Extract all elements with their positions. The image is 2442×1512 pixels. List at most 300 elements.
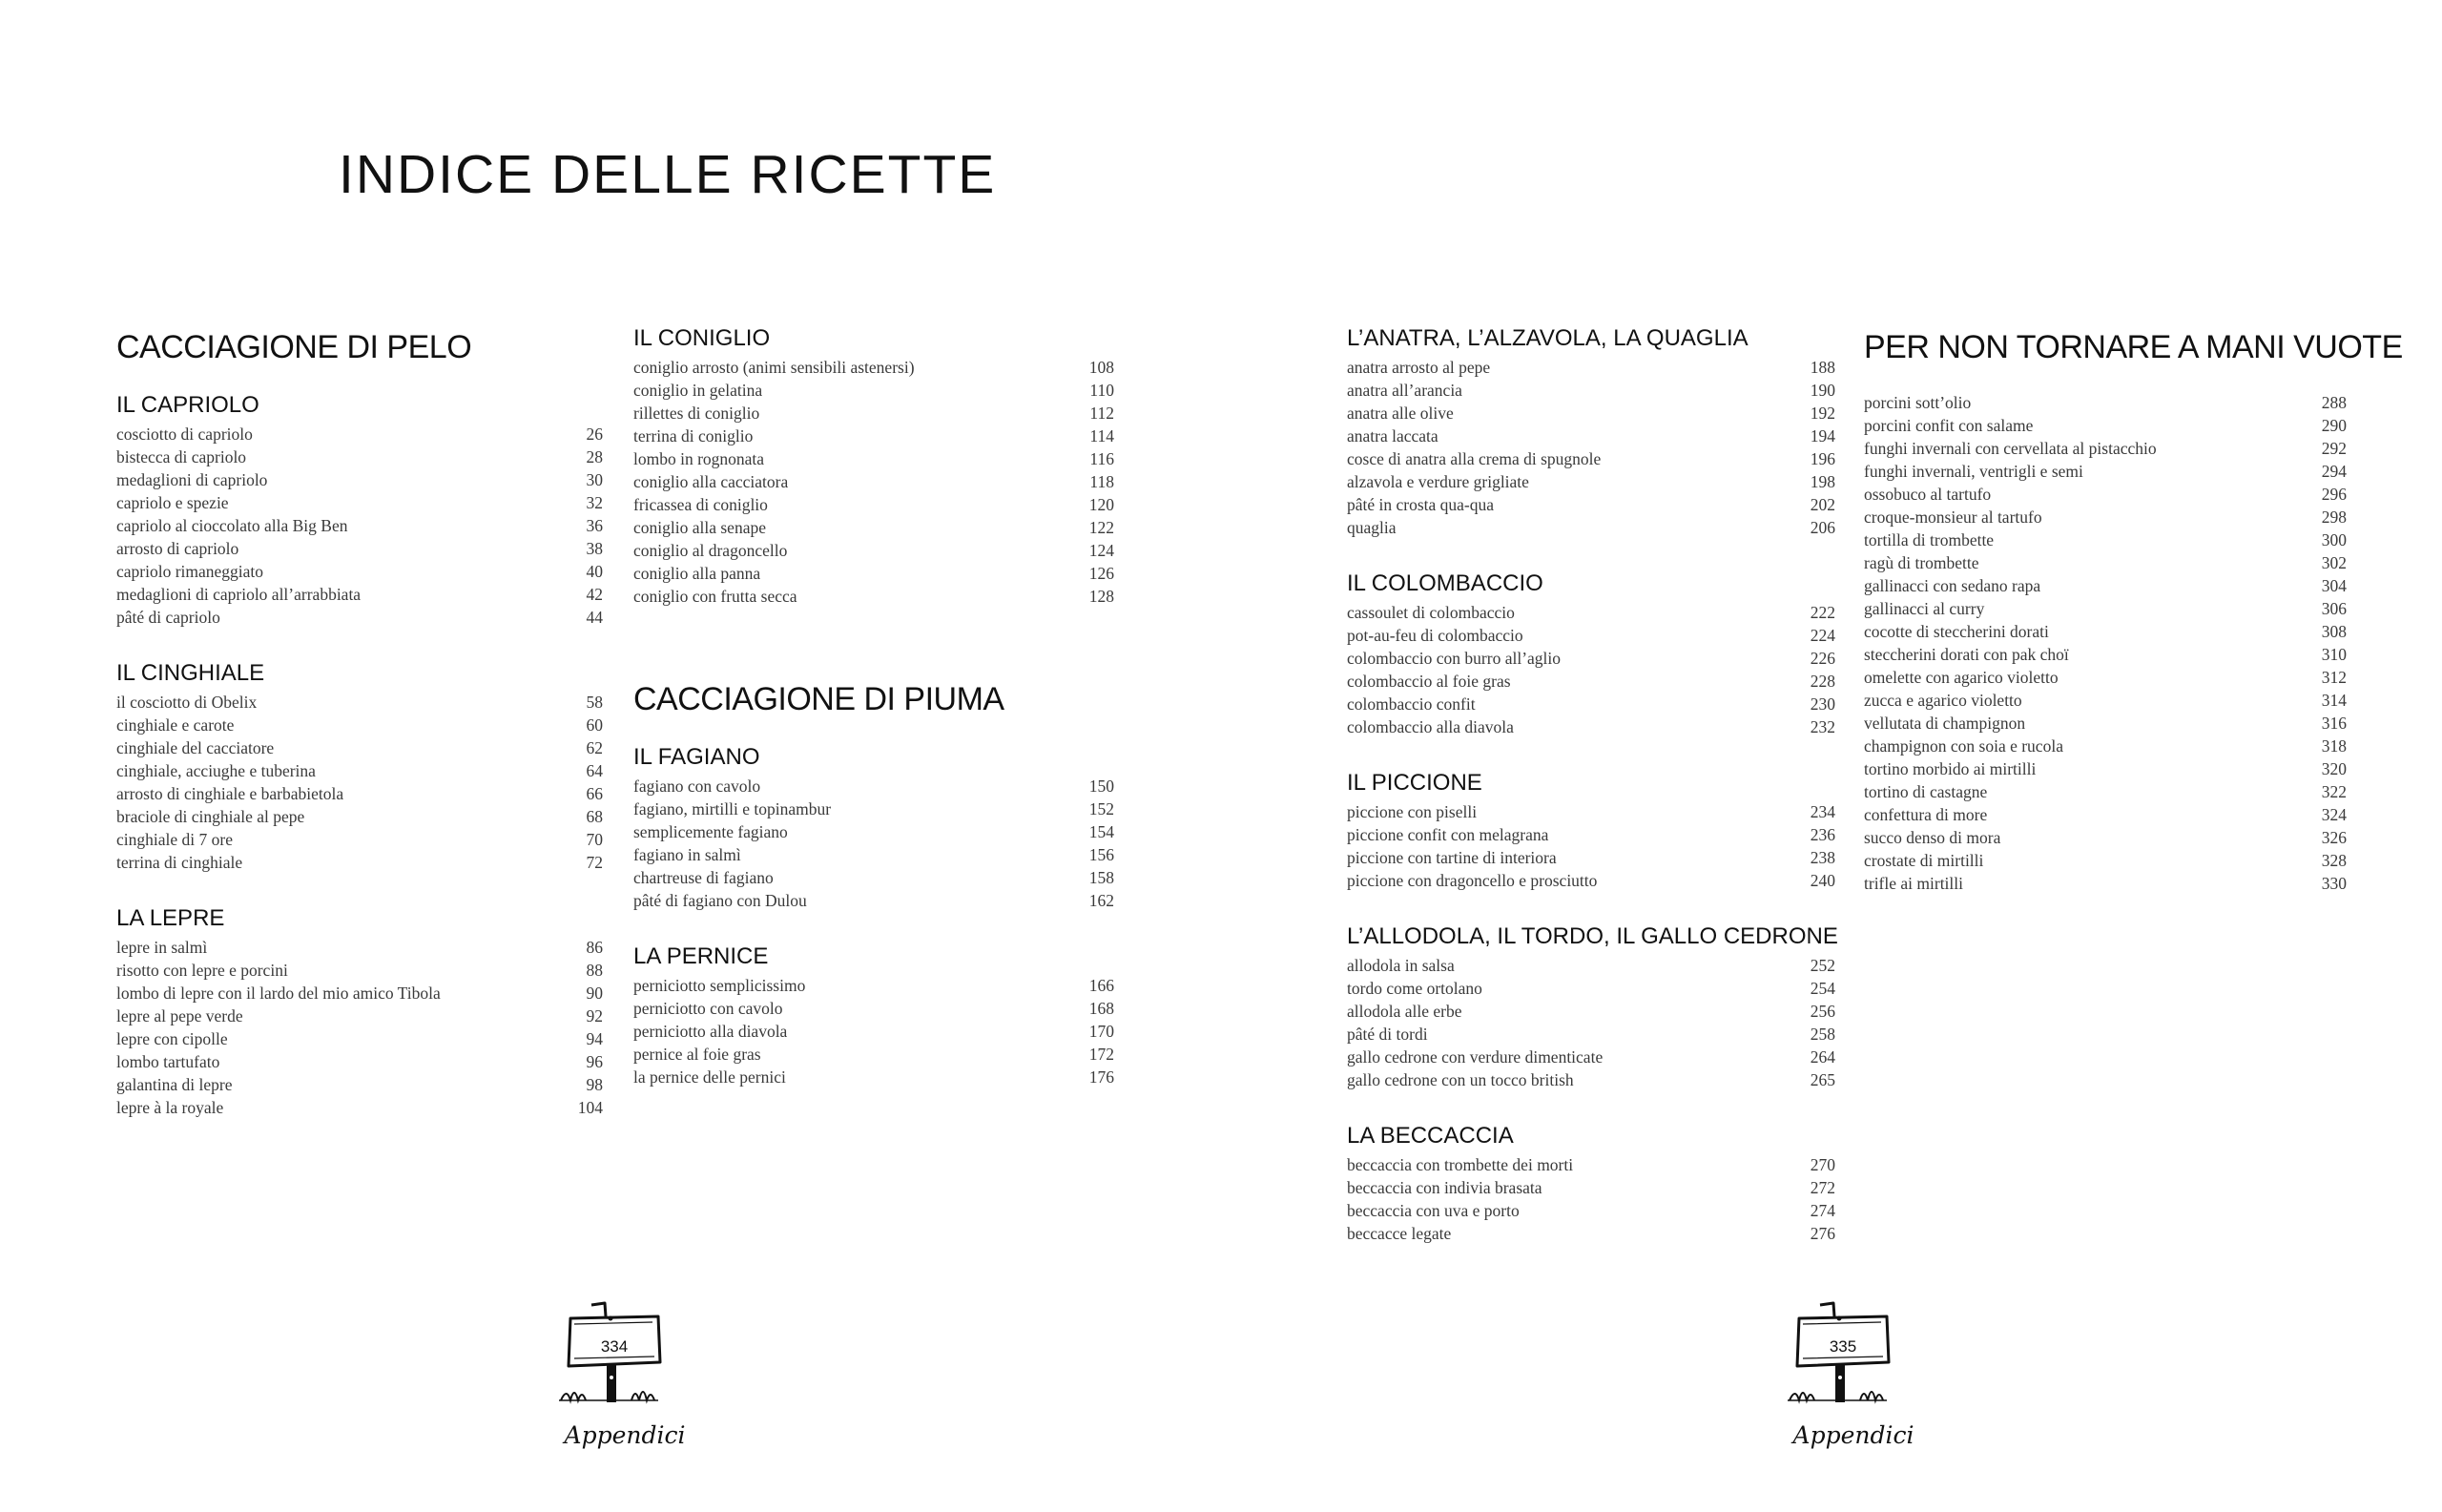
section-heading: CACCIAGIONE DI PIUMA [633,681,1004,717]
recipe-page-number: 36 [586,516,603,535]
recipe-page-number: 292 [2321,439,2347,458]
recipe-name: rillettes di coniglio [633,404,760,423]
recipe-entry [1864,551,2347,574]
recipe-entry [1347,1068,1835,1091]
recipe-entry [116,936,603,959]
recipe-entry [633,974,1114,997]
recipe-entry [1347,1046,1835,1068]
recipe-name: coniglio arrosto (animi sensibili astenersi) [633,358,915,377]
index-column-3 [1347,324,1838,1275]
recipe-entry [633,470,1114,493]
recipe-name: croque-monsieur al tartufo [1864,507,2042,527]
index-subsection [116,904,603,1119]
recipe-name: piccione confit con melagrana [1347,825,1549,844]
recipe-page-number: 44 [586,608,603,627]
recipe-page-number: 272 [1810,1178,1835,1197]
subsection-title: IL CINGHIALE [116,660,265,686]
recipe-name: coniglio alla senape [633,518,766,537]
recipe-page-number: 318 [2321,736,2347,756]
recipe-entry [116,491,603,514]
recipe-page-number: 150 [1088,777,1114,796]
recipe-name: fagiano, mirtilli e topinambur [633,799,832,818]
subsection-title: L’ANATRA, L’ALZAVOLA, LA QUAGLIA [1347,325,1749,351]
index-column-4 [1864,326,2403,895]
index-subsection [1347,570,1835,738]
recipe-name: perniciotto alla diavola [633,1022,788,1041]
recipe-entry [1864,803,2347,826]
recipe-entry [633,356,1114,379]
recipe-entry [633,889,1114,912]
recipe-page-number: 188 [1810,358,1835,377]
recipe-page-number: 222 [1810,603,1835,622]
recipe-name: tortino di castagne [1864,782,1988,801]
section-heading: CACCIAGIONE DI PELO [116,329,472,365]
index-column-2 [633,324,1114,1119]
recipe-name: lombo in rognonata [633,449,765,468]
recipe-entry [1347,1199,1835,1222]
recipe-name: beccaccia con indivia brasata [1347,1178,1542,1197]
recipe-page-number: 64 [586,761,603,780]
index-subsection [1347,922,1838,1091]
recipe-name: ossobuco al tartufo [1864,485,1992,504]
index-subsection [633,942,1114,1088]
index-subsection [116,659,603,874]
recipe-page-number: 294 [2321,462,2347,481]
recipe-name: bistecca di capriolo [116,447,247,466]
subsection-list [633,324,1114,608]
recipe-entry [1864,780,2347,803]
recipe-entry [1864,712,2347,735]
recipe-page-number: 206 [1810,518,1835,537]
recipe-entry [633,997,1114,1020]
recipe-name: porcini sott’olio [1864,393,1972,412]
recipe-entry [1864,574,2347,597]
recipe-entry [1347,647,1835,670]
subsection-title: IL FAGIANO [633,744,760,770]
recipe-page-number: 58 [586,693,603,712]
recipe-page-number: 232 [1810,717,1835,736]
recipe-entry [116,468,603,491]
recipe-name: steccherini dorati con pak choï [1864,645,2069,664]
recipe-page-number: 302 [2321,553,2347,572]
recipe-page-number: 62 [586,738,603,757]
recipe-name: piccione con tartine di interiora [1347,848,1557,867]
recipe-name: gallo cedrone con verdure dimenticate [1347,1047,1604,1067]
subsection-title: L’ALLODOLA, IL TORDO, IL GALLO CEDRONE [1347,923,1838,949]
recipe-name: cosciotto di capriolo [116,425,253,444]
recipe-name: succo denso di mora [1864,828,2001,847]
recipe-page-number: 98 [586,1075,603,1094]
recipe-name: pernice al foie gras [633,1045,761,1064]
recipe-name: fagiano con cavolo [633,777,761,796]
page-title: INDICE DELLE RICETTE [339,144,997,206]
recipe-name: capriolo e spezie [116,493,229,512]
recipe-entry [1864,414,2347,437]
recipe-entry [116,805,603,828]
recipe-page-number: 322 [2321,782,2347,801]
recipe-entry [1864,620,2347,643]
recipe-entry [633,379,1114,402]
subsection-title: LA BECCACCIA [1347,1123,1514,1149]
recipe-page-number: 60 [586,715,603,735]
recipe-page-number: 114 [1089,426,1114,445]
recipe-page-number: 310 [2321,645,2347,664]
recipe-name: gallinacci al curry [1864,599,1985,618]
recipe-name: tortilla di trombette [1864,530,1995,549]
subsection-title: LA LEPRE [116,905,225,931]
recipe-page-number: 90 [586,984,603,1003]
section-label: Appendici [1792,1421,1914,1449]
recipe-name: cinghiale e carote [116,715,235,735]
recipe-entry [1864,735,2347,757]
recipe-entry [1347,869,1835,892]
recipe-page-number: 156 [1088,845,1114,864]
recipe-entry [116,736,603,759]
recipe-page-number: 154 [1088,822,1114,841]
recipe-entry [1347,624,1835,647]
recipe-entry [116,1073,603,1096]
recipe-name: coniglio alla panna [633,564,761,583]
section-label: Appendici [564,1421,686,1449]
recipe-name: beccacce legate [1347,1224,1452,1243]
recipe-page-number: 240 [1810,871,1835,890]
recipe-entry [1347,425,1835,447]
recipe-name: la pernice delle pernici [633,1067,786,1087]
recipe-name: colombaccio alla diavola [1347,717,1514,736]
recipe-name: anatra arrosto al pepe [1347,358,1491,377]
subsection-title: IL COLOMBACCIO [1347,570,1543,596]
recipe-entry [633,585,1114,608]
recipe-page-number: 256 [1810,1002,1835,1021]
recipe-name: pâté di capriolo [116,608,220,627]
recipe-name: medaglioni di capriolo all’arrabbiata [116,585,362,604]
recipe-entry [1864,391,2347,414]
recipe-entry [633,516,1114,539]
recipe-entry [633,1020,1114,1043]
recipe-name: terrina di coniglio [633,426,754,445]
recipe-page-number: 40 [586,562,603,581]
recipe-name: arrosto di cinghiale e barbabietola [116,784,344,803]
recipe-page-number: 170 [1088,1022,1114,1041]
recipe-page-number: 112 [1089,404,1114,423]
recipe-page-number: 104 [577,1098,603,1117]
recipe-entry [1864,826,2347,849]
recipe-page-number: 42 [586,585,603,604]
recipe-entry [116,1027,603,1050]
recipe-name: pâté di tordi [1347,1025,1428,1044]
recipe-entry [1347,715,1835,738]
recipe-entry [1347,1153,1835,1176]
recipe-page-number: 236 [1810,825,1835,844]
recipe-page-number: 265 [1810,1070,1835,1089]
recipe-name: lombo tartufato [116,1052,220,1071]
recipe-entry [633,447,1114,470]
recipe-name: il cosciotto di Obelix [116,693,258,712]
recipe-entry [633,425,1114,447]
recipe-entry [1864,460,2347,483]
recipe-page-number: 230 [1810,694,1835,714]
recipe-name: porcini confit con salame [1864,416,2034,435]
recipe-entry [633,1066,1114,1088]
recipe-page-number: 300 [2321,530,2347,549]
recipe-page-number: 152 [1088,799,1114,818]
recipe-entry [116,583,603,606]
recipe-entry [116,1096,603,1119]
recipe-page-number: 226 [1810,649,1835,668]
recipe-entry [116,445,603,468]
recipe-name: funghi invernali con cervellata al pistacchio [1864,439,2157,458]
recipe-entry [116,514,603,537]
recipe-entry [1864,757,2347,780]
recipe-entry [1347,954,1835,977]
recipe-entry [633,402,1114,425]
recipe-name: risotto con lepre e porcini [116,961,288,980]
recipe-name: confettura di more [1864,805,1988,824]
recipe-name: arrosto di capriolo [116,539,239,558]
recipe-page-number: 326 [2321,828,2347,847]
recipe-page-number: 38 [586,539,603,558]
recipe-entry [1864,666,2347,689]
subsection-title: IL CONIGLIO [633,325,771,351]
recipe-entry [1347,379,1835,402]
recipe-entry [116,959,603,982]
recipe-name: beccaccia con uva e porto [1347,1201,1520,1220]
recipe-name: tortino morbido ai mirtilli [1864,759,2037,778]
recipe-entry [1347,823,1835,846]
recipe-page-number: 120 [1088,495,1114,514]
recipe-entry [116,691,603,714]
recipe-name: cosce di anatra alla crema di spugnole [1347,449,1602,468]
recipe-name: pâté in crosta qua-qua [1347,495,1495,514]
recipe-entry [116,1005,603,1027]
recipe-name: coniglio al dragoncello [633,541,788,560]
recipe-page-number: 196 [1810,449,1835,468]
recipe-entry [116,782,603,805]
recipe-page-number: 166 [1088,976,1114,995]
recipe-page-number: 308 [2321,622,2347,641]
recipe-name: vellutata di champignon [1864,714,2026,733]
recipe-page-number: 28 [586,447,603,466]
recipe-name: colombaccio al foie gras [1347,672,1511,691]
signpost-icon [1782,1297,1906,1421]
recipe-entry [1864,506,2347,528]
recipe-page-number: 224 [1810,626,1835,645]
recipe-name: capriolo al cioccolato alla Big Ben [116,516,348,535]
recipe-name: piccione con dragoncello e prosciutto [1347,871,1598,890]
recipe-entry [116,759,603,782]
recipe-page-number: 162 [1088,891,1114,910]
recipe-page-number: 194 [1810,426,1835,445]
recipe-name: fagiano in salmì [633,845,741,864]
section-heading: PER NON TORNARE A MANI VUOTE [1864,329,2403,365]
recipe-name: omelette con agarico violetto [1864,668,2059,687]
recipe-page-number: 192 [1810,404,1835,423]
recipe-page-number: 126 [1088,564,1114,583]
recipe-name: lepre con cipolle [116,1029,228,1048]
recipe-entry [1347,356,1835,379]
recipe-page-number: 328 [2321,851,2347,870]
recipe-page-number: 296 [2321,485,2347,504]
subsection-title: LA PERNICE [633,943,769,969]
recipe-page-number: 320 [2321,759,2347,778]
recipe-name: terrina di cinghiale [116,853,243,872]
recipe-name: perniciotto con cavolo [633,999,783,1018]
recipe-entry [116,982,603,1005]
recipe-entry [116,423,603,445]
recipe-entry [1347,402,1835,425]
index-subsection [116,391,603,629]
recipe-entry [1347,493,1835,516]
recipe-page-number: 66 [586,784,603,803]
recipe-page-number: 110 [1089,381,1114,400]
recipe-page-number: 108 [1088,358,1114,377]
index-subsection [1347,1122,1835,1245]
recipe-entry [1864,483,2347,506]
recipe-name: anatra alle olive [1347,404,1454,423]
recipe-name: cinghiale di 7 ore [116,830,233,849]
recipe-page-number: 190 [1810,381,1835,400]
recipe-page-number: 72 [586,853,603,872]
recipe-entry [1347,1000,1835,1023]
signpost-icon [553,1297,677,1421]
recipe-entry [633,843,1114,866]
recipe-entry [116,560,603,583]
recipe-entry [1864,528,2347,551]
recipe-page-number: 26 [586,425,603,444]
recipe-name: allodola alle erbe [1347,1002,1462,1021]
recipe-page-number: 330 [2321,874,2347,893]
footer-right [1782,1297,1935,1469]
recipe-name: cassoulet di colombaccio [1347,603,1515,622]
footer-left [553,1297,706,1469]
recipe-entry [116,1050,603,1073]
recipe-page-number: 324 [2321,805,2347,824]
recipe-name: braciole di cinghiale al pepe [116,807,305,826]
recipe-page-number: 124 [1088,541,1114,560]
recipe-page-number: 252 [1810,956,1835,975]
recipe-entry [1347,1222,1835,1245]
recipe-entry [633,493,1114,516]
page-number: 334 [600,1337,629,1356]
recipe-name: beccaccia con trombette dei morti [1347,1155,1574,1174]
recipe-page-number: 314 [2321,691,2347,710]
recipe-name: semplicemente fagiano [633,822,788,841]
recipe-entry [116,537,603,560]
recipe-page-number: 128 [1088,587,1114,606]
recipe-page-number: 30 [586,470,603,489]
subsection-list [116,391,603,1119]
recipe-name: crostate di mirtilli [1864,851,1984,870]
recipe-entry [1864,872,2347,895]
recipe-page-number: 118 [1089,472,1114,491]
recipe-page-number: 32 [586,493,603,512]
recipe-name: pâté di fagiano con Dulou [633,891,807,910]
recipe-name: perniciotto semplicissimo [633,976,806,995]
recipe-name: quaglia [1347,518,1397,537]
recipe-page-number: 312 [2321,668,2347,687]
subsection-title: IL CAPRIOLO [116,392,259,418]
recipe-name: fricassea di coniglio [633,495,768,514]
recipe-entry [1347,846,1835,869]
recipe-entry [1864,849,2347,872]
recipe-page-number: 86 [586,938,603,957]
subsection-list [633,743,1114,1088]
recipe-name: lepre à la royale [116,1098,224,1117]
recipe-name: anatra laccata [1347,426,1438,445]
recipe-page-number: 116 [1089,449,1114,468]
recipe-entry [633,820,1114,843]
recipe-name: trifle ai mirtilli [1864,874,1964,893]
recipe-name: galantina di lepre [116,1075,233,1094]
index-subsection [633,743,1114,912]
page-number: 335 [1829,1337,1857,1356]
recipe-name: cocotte di steccherini dorati [1864,622,2049,641]
recipe-page-number: 254 [1810,979,1835,998]
recipe-name: gallinacci con sedano rapa [1864,576,2041,595]
recipe-entry [1347,1023,1835,1046]
recipe-page-number: 306 [2321,599,2347,618]
recipe-entry [1347,693,1835,715]
recipe-name: coniglio alla cacciatora [633,472,789,491]
recipe-name: cinghiale del cacciatore [116,738,275,757]
index-subsection [1347,324,1835,539]
recipe-page-number: 122 [1088,518,1114,537]
recipe-page-number: 228 [1810,672,1835,691]
recipe-page-number: 304 [2321,576,2347,595]
recipe-entry [1347,601,1835,624]
recipe-entry [1347,977,1835,1000]
recipe-page-number: 198 [1810,472,1835,491]
recipe-page-number: 258 [1810,1025,1835,1044]
recipe-page-number: 68 [586,807,603,826]
recipe-page-number: 290 [2321,416,2347,435]
recipe-name: lepre al pepe verde [116,1006,243,1025]
recipe-name: tordo come ortolano [1347,979,1482,998]
index-column-1 [116,326,603,1150]
recipe-name: lombo di lepre con il lardo del mio amico Tibola [116,984,441,1003]
recipe-page-number: 70 [586,830,603,849]
subsection-list [1347,324,1838,1245]
recipe-name: alzavola e verdure grigliate [1347,472,1529,491]
recipe-entry [1864,597,2347,620]
recipe-name: gallo cedrone con un tocco british [1347,1070,1574,1089]
recipe-entry [116,714,603,736]
recipe-name: colombaccio con burro all’aglio [1347,649,1562,668]
recipe-name: anatra all’arancia [1347,381,1462,400]
recipe-entry [1347,516,1835,539]
recipe-name: coniglio con frutta secca [633,587,797,606]
recipe-entry [1347,447,1835,470]
recipe-name: champignon con soia e rucola [1864,736,2063,756]
recipe-name: cinghiale, acciughe e tuberina [116,761,316,780]
recipe-page-number: 274 [1810,1201,1835,1220]
recipe-name: lepre in salmì [116,938,208,957]
recipe-entry [1864,689,2347,712]
recipe-name: ragù di trombette [1864,553,1979,572]
recipe-name: coniglio in gelatina [633,381,763,400]
recipe-entry [1347,800,1835,823]
recipe-page-number: 264 [1810,1047,1835,1067]
recipe-page-number: 172 [1088,1045,1114,1064]
recipe-page-number: 238 [1810,848,1835,867]
recipe-entry [633,775,1114,797]
recipe-entry [633,562,1114,585]
recipe-list [1864,391,2347,895]
recipe-entry [1347,470,1835,493]
recipe-name: medaglioni di capriolo [116,470,268,489]
recipe-page-number: 88 [586,961,603,980]
recipe-page-number: 168 [1088,999,1114,1018]
